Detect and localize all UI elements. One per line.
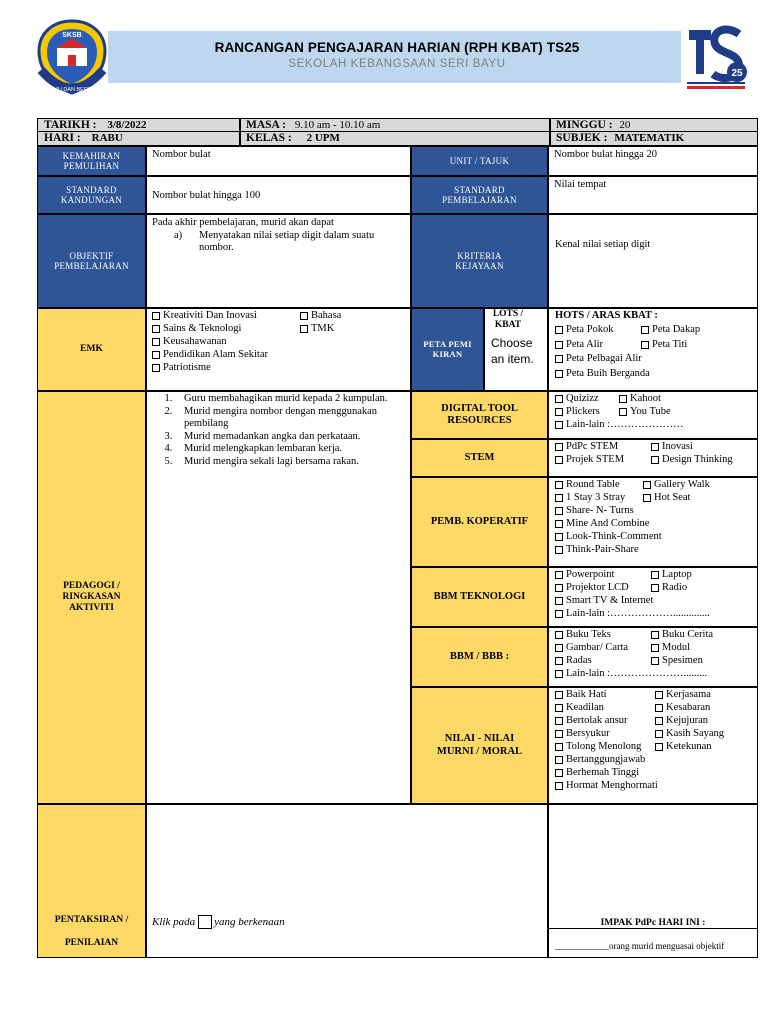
- emk-option[interactable]: TMK: [300, 322, 341, 335]
- nilai-option[interactable]: Kerjasama: [655, 688, 753, 701]
- lots-cell: [484, 308, 548, 391]
- nilai-option[interactable]: Berhemah Tinggi: [555, 766, 753, 779]
- bbm-bbb-option[interactable]: Lain-lain :………………….........: [555, 667, 753, 680]
- checkbox[interactable]: [555, 481, 563, 489]
- hots-option[interactable]: Peta Pelbagai Alir: [555, 352, 753, 367]
- hari-value: RABU: [91, 132, 123, 144]
- hari-cell: [37, 131, 240, 146]
- checkbox[interactable]: [300, 325, 308, 333]
- checkbox[interactable]: [651, 657, 659, 665]
- checkbox[interactable]: [555, 571, 563, 579]
- checkbox[interactable]: [651, 571, 659, 579]
- minggu-value: 20: [619, 119, 631, 131]
- koperatif-options: [548, 477, 758, 567]
- impak-area: [548, 804, 758, 958]
- checkbox[interactable]: [152, 364, 160, 372]
- checkbox[interactable]: [555, 644, 563, 652]
- kemahiran-value: Nombor bulat: [146, 146, 411, 176]
- checkbox[interactable]: [651, 631, 659, 639]
- checkbox[interactable]: [655, 730, 663, 738]
- checkbox[interactable]: [555, 533, 563, 541]
- checkbox[interactable]: [555, 631, 563, 639]
- bbm-bbb-option[interactable]: Buku Teks: [555, 628, 649, 641]
- checkbox[interactable]: [555, 355, 563, 363]
- tarikh-cell: [37, 118, 240, 132]
- bbm-bbb-option[interactable]: Buku Cerita: [651, 628, 753, 641]
- kriteria-value: Kenal nilai setiap digit: [548, 214, 758, 308]
- bbm-teknologi-option[interactable]: Projektor LCD: [555, 581, 649, 594]
- hari-label: HARI :: [44, 132, 81, 144]
- nilai-options: [548, 687, 758, 804]
- hots-option[interactable]: Peta Dakap: [641, 322, 753, 337]
- minggu-label: MINGGU :: [556, 119, 613, 131]
- checkbox[interactable]: [555, 717, 563, 725]
- koperatif-option[interactable]: Look-Think-Comment: [555, 530, 753, 543]
- stem-label: STEM: [411, 439, 548, 477]
- unit-value: Nombor bulat hingga 20: [548, 146, 758, 176]
- stem-option[interactable]: Inovasi: [651, 440, 753, 453]
- checkbox[interactable]: [651, 456, 659, 464]
- nilai-option[interactable]: Hormat Menghormati: [555, 779, 753, 792]
- checkbox[interactable]: [555, 520, 563, 528]
- logo-left-text: SKSB: [62, 32, 82, 39]
- subjek-label: SUBJEK :: [556, 132, 608, 144]
- pentaksiran-label: PENTAKSIRAN / PENILAIAN: [37, 804, 146, 958]
- bbm-teknologi-option[interactable]: Laptop: [651, 568, 753, 581]
- emk-option[interactable]: Bahasa: [300, 309, 341, 322]
- checkbox[interactable]: [555, 546, 563, 554]
- objektif-value: [146, 214, 411, 308]
- checkbox[interactable]: [555, 507, 563, 515]
- activity-item: 3. Murid memadankan angka dan perkataan.: [175, 431, 410, 444]
- checkbox[interactable]: [555, 657, 563, 665]
- emk-option[interactable]: Patriotisme: [152, 361, 300, 374]
- bbm-teknologi-option[interactable]: Smart TV & Internet: [555, 594, 753, 607]
- checkbox[interactable]: [152, 312, 160, 320]
- checkbox[interactable]: [619, 395, 627, 403]
- nilai-option[interactable]: Ketekunan: [655, 740, 753, 753]
- checkbox[interactable]: [555, 395, 563, 403]
- checkbox[interactable]: [555, 691, 563, 699]
- standard-pembelajaran-value: Nilai tempat: [548, 176, 758, 214]
- page-title: RANCANGAN PENGAJARAN HARIAN (RPH KBAT) TS25: [214, 40, 580, 55]
- hots-option[interactable]: Peta Alir: [555, 337, 639, 352]
- activity-item: 2. Murid mengira nombor dengan menggunakan pembilang: [175, 406, 410, 431]
- subjek-value: MATEMATIK: [614, 132, 685, 144]
- koperatif-option[interactable]: Think-Pair-Share: [555, 543, 753, 556]
- checkbox[interactable]: [655, 743, 663, 751]
- koperatif-option[interactable]: 1 Stay 3 Stray: [555, 491, 641, 504]
- checkbox[interactable]: [555, 730, 563, 738]
- checkbox[interactable]: [300, 312, 308, 320]
- impak-line: ____________orang murid menguasai objektif: [555, 941, 725, 951]
- tarikh-label: TARIKH :: [44, 119, 97, 131]
- choose-item-dropdown[interactable]: Choose an item.: [491, 336, 534, 366]
- emk-label: EMK: [37, 308, 146, 391]
- koperatif-option[interactable]: Share- N- Turns: [555, 504, 753, 517]
- school-name: SEKOLAH KEBANGSAAN SERI BAYU: [288, 58, 506, 70]
- digital-option[interactable]: Plickers: [555, 405, 617, 418]
- pentaksiran-area[interactable]: [146, 804, 548, 958]
- checkbox-icon: [198, 915, 212, 929]
- emk-option[interactable]: Keusahawanan: [152, 335, 300, 348]
- checkbox[interactable]: [643, 494, 651, 502]
- checkbox[interactable]: [555, 597, 563, 605]
- digital-option[interactable]: Lain-lain :…………………: [555, 418, 753, 431]
- bbm-bbb-option[interactable]: Radas: [555, 654, 649, 667]
- checkbox[interactable]: [655, 691, 663, 699]
- emk-option[interactable]: Pendidikan Alam Sekitar: [152, 348, 300, 361]
- emk-options: [146, 308, 411, 391]
- stem-option[interactable]: PdPc STEM: [555, 440, 649, 453]
- checkbox[interactable]: [651, 584, 659, 592]
- hots-option[interactable]: Peta Titi: [641, 337, 753, 352]
- standard-kandungan-label: STANDARD KANDUNGAN: [37, 176, 146, 214]
- kemahiran-label: KEMAHIRAN PEMULIHAN: [37, 146, 146, 176]
- digital-option[interactable]: Kahoot: [619, 392, 753, 405]
- masa-cell: [240, 118, 550, 132]
- bbm-bbb-option[interactable]: Modul: [651, 641, 753, 654]
- checkbox[interactable]: [555, 443, 563, 451]
- nilai-option[interactable]: Bertolak ansur: [555, 714, 653, 727]
- checkbox[interactable]: [555, 456, 563, 464]
- checkbox[interactable]: [555, 782, 563, 790]
- koperatif-option[interactable]: Gallery Walk: [643, 478, 753, 491]
- objektif-item: a) Menyatakan nilai setiap digit dalam suatu nombor.: [174, 229, 375, 253]
- bbm-teknologi-option[interactable]: Radio: [651, 581, 753, 594]
- klik-instruction: Klik pada yang berkenaan: [152, 916, 285, 928]
- bbm-teknologi-label: BBM TEKNOLOGI: [411, 567, 548, 627]
- minggu-cell: [550, 118, 758, 132]
- activity-item: 1. Guru membahagikan murid kepada 2 kumpulan.: [175, 393, 410, 406]
- nilai-option[interactable]: Bersyukur: [555, 727, 653, 740]
- bbm-bbb-option[interactable]: Spesimen: [651, 654, 753, 667]
- checkbox[interactable]: [555, 494, 563, 502]
- checkbox[interactable]: [641, 326, 649, 334]
- checkbox[interactable]: [555, 370, 563, 378]
- checkbox[interactable]: [555, 610, 563, 618]
- checkbox[interactable]: [152, 351, 160, 359]
- emk-option[interactable]: Kreativiti Dan Inovasi: [152, 309, 300, 322]
- kelas-value: 2 UPM: [306, 132, 340, 144]
- impak-blank[interactable]: ____________: [555, 941, 609, 951]
- checkbox[interactable]: [651, 644, 659, 652]
- checkbox[interactable]: [555, 756, 563, 764]
- koperatif-option[interactable]: Hot Seat: [643, 491, 753, 504]
- peta-label: PETA PEMIKIRAN: [411, 308, 484, 391]
- lots-label: LOTS / KBAT: [492, 309, 524, 330]
- digital-label: DIGITAL TOOL RESOURCES: [411, 391, 548, 439]
- checkbox[interactable]: [152, 325, 160, 333]
- koperatif-label: PEMB. KOPERATIF: [411, 477, 548, 567]
- activity-item: 4. Murid melengkapkan lembaran kerja.: [175, 443, 410, 456]
- kelas-cell: [240, 131, 550, 146]
- objektif-label: OBJEKTIF PEMBELAJARAN: [37, 214, 146, 308]
- checkbox[interactable]: [555, 670, 563, 678]
- checkbox[interactable]: [555, 421, 563, 429]
- logo-right-text: 25: [731, 68, 743, 79]
- checkbox[interactable]: [651, 443, 659, 451]
- emk-option[interactable]: Sains & Teknologi: [152, 322, 300, 335]
- nilai-option[interactable]: Tolong Menolong: [555, 740, 653, 753]
- checkbox[interactable]: [655, 717, 663, 725]
- school-logo: [33, 18, 111, 98]
- checkbox[interactable]: [152, 338, 160, 346]
- bbm-bbb-option[interactable]: Gambar/ Carta: [555, 641, 649, 654]
- hots-cell: [548, 308, 758, 391]
- checkbox[interactable]: [555, 584, 563, 592]
- unit-label: UNIT / TAJUK: [411, 146, 548, 176]
- checkbox[interactable]: [555, 769, 563, 777]
- nilai-label: NILAI - NILAI MURNI / MORAL: [411, 687, 548, 804]
- checkbox[interactable]: [555, 326, 563, 334]
- pedagogi-activities: [146, 391, 411, 804]
- subjek-cell: [550, 131, 758, 146]
- standard-pembelajaran-label: STANDARD PEMBELAJARAN: [411, 176, 548, 214]
- bbm-teknologi-options: [548, 567, 758, 627]
- nilai-option[interactable]: Baik Hati: [555, 688, 653, 701]
- objektif-intro: Pada akhir pembelajaran, murid akan dapat: [152, 217, 334, 228]
- hots-option[interactable]: Peta Buih Berganda: [555, 367, 753, 382]
- bbm-bbb-label: BBM / BBB :: [411, 627, 548, 687]
- stem-option[interactable]: Design Thinking: [651, 453, 753, 466]
- masa-value: 9.10 am - 10.10 am: [294, 119, 381, 131]
- checkbox[interactable]: [555, 704, 563, 712]
- koperatif-option[interactable]: Mine And Combine: [555, 517, 753, 530]
- nilai-option[interactable]: Bertanggungjawab: [555, 753, 753, 766]
- masa-label: MASA :: [246, 119, 286, 131]
- ts25-logo: [681, 20, 751, 92]
- standard-kandungan-value: Nombor bulat hingga 100: [146, 176, 411, 214]
- nilai-option[interactable]: Keadilan: [555, 701, 653, 714]
- koperatif-option[interactable]: Round Table: [555, 478, 641, 491]
- hots-option[interactable]: Peta Pokok: [555, 322, 639, 337]
- pedagogi-label: PEDAGOGI / RINGKASAN AKTIVITI: [37, 391, 146, 804]
- impak-title: IMPAK PdPc HARI INI :: [600, 918, 706, 928]
- stem-options: [548, 439, 758, 477]
- kelas-label: KELAS :: [246, 132, 292, 144]
- activity-item: 5. Murid mengira sekali lagi bersama rakan.: [175, 456, 410, 469]
- digital-option[interactable]: Quizizz: [555, 392, 617, 405]
- hots-title: HOTS / ARAS KBAT :: [555, 310, 658, 321]
- checkbox[interactable]: [555, 408, 563, 416]
- digital-options: [548, 391, 758, 439]
- stem-option[interactable]: Projek STEM: [555, 453, 649, 466]
- digital-option[interactable]: You Tube: [619, 405, 753, 418]
- checkbox[interactable]: [555, 743, 563, 751]
- logo-left-motto: BERILMU DAN BERTAKWA: [37, 87, 107, 93]
- checkbox[interactable]: [619, 408, 627, 416]
- checkbox[interactable]: [655, 704, 663, 712]
- checkbox[interactable]: [555, 341, 563, 349]
- checkbox[interactable]: [643, 481, 651, 489]
- kriteria-label: KRITERIA KEJAYAAN: [411, 214, 548, 308]
- bbm-bbb-options: [548, 627, 758, 687]
- tarikh-value: 3/8/2022: [107, 119, 147, 131]
- nilai-option[interactable]: Kesabaran: [655, 701, 753, 714]
- nilai-option[interactable]: Kejujuran: [655, 714, 753, 727]
- bbm-teknologi-option[interactable]: Lain-lain :………………..............: [555, 607, 753, 620]
- nilai-option[interactable]: Kasih Sayang: [655, 727, 753, 740]
- checkbox[interactable]: [641, 341, 649, 349]
- bbm-teknologi-option[interactable]: Powerpoint: [555, 568, 649, 581]
- header-banner: [108, 31, 686, 83]
